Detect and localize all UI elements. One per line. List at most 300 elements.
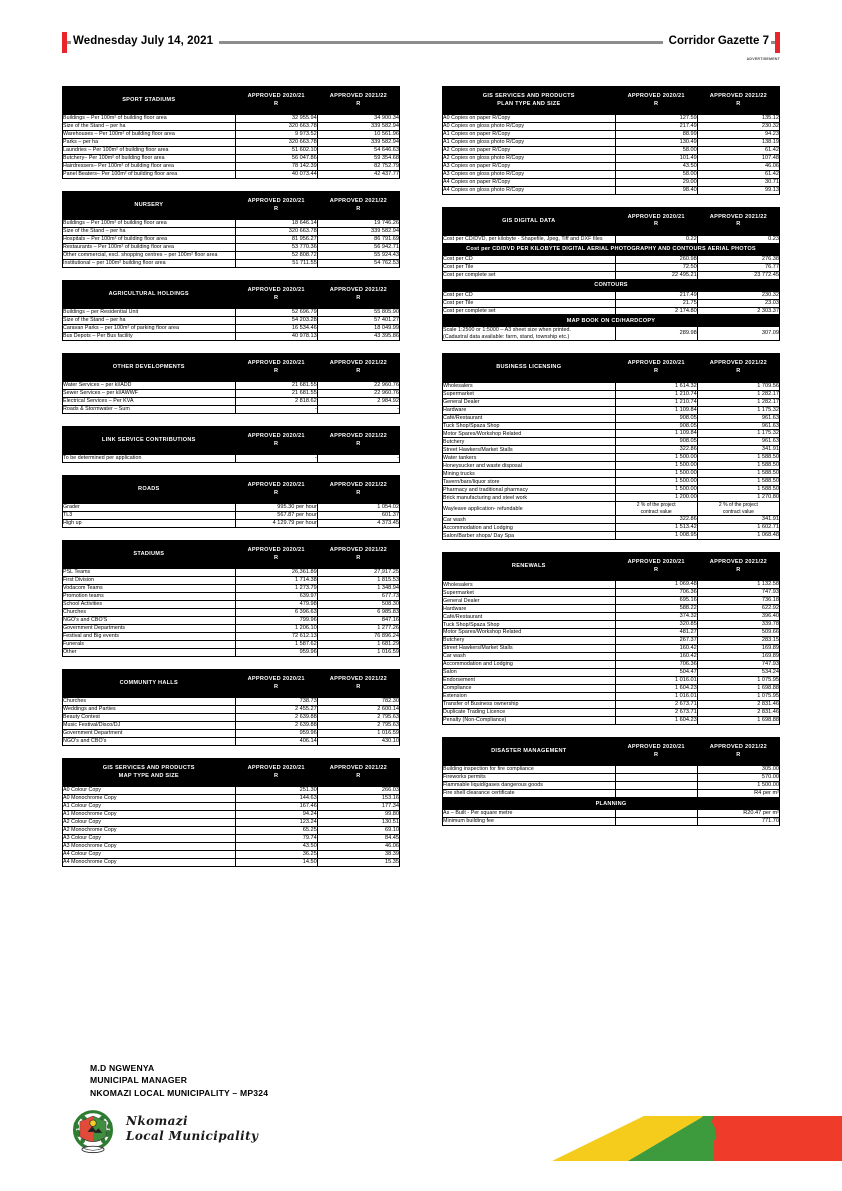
table-row	[63, 520, 400, 528]
row-value-2020-21: 127.59	[615, 115, 697, 123]
table-header-row	[443, 354, 780, 382]
row-value-2021-22: 1 588.50	[697, 470, 779, 478]
row-value-2020-21: 908.05	[615, 414, 697, 422]
row-item-label: School Activities	[63, 601, 236, 609]
row-value-2020-21: 32 955.94	[235, 115, 317, 123]
table-subheading-row	[443, 244, 780, 256]
col-header-approved-2020	[235, 541, 317, 569]
left-column	[62, 86, 400, 879]
row-item-label: Buildings – Per 100m² of building floor area	[63, 115, 236, 123]
row-value-2021-22: 55 924.43	[317, 252, 399, 260]
table-title: DISASTER MANAGEMENT	[443, 738, 616, 766]
table-header-row	[63, 87, 400, 115]
table-row	[63, 406, 400, 414]
row-value-2020-21: 320 663.78	[235, 228, 317, 236]
table-row	[443, 390, 780, 398]
table-row	[63, 155, 400, 163]
row-value-2020-21: 1 109.84	[615, 406, 697, 414]
row-value-2021-22: 782.30	[317, 698, 399, 706]
table-row	[63, 512, 400, 520]
row-value-2021-22: 46.06	[317, 843, 399, 851]
col-header-approved-2021-line1: APPROVED 2021/22	[329, 547, 387, 554]
table-row	[443, 446, 780, 454]
table-row	[63, 795, 400, 803]
row-value-2020-21: 16 534.46	[235, 325, 317, 333]
row-value-2020-21: 1 500.00	[615, 462, 697, 470]
row-item-label: Buildings – Per 100m² of building floor area	[63, 220, 236, 228]
col-header-approved-2021-currency: R	[356, 489, 361, 496]
table-row	[443, 470, 780, 478]
row-item-label: A4 Copies on paper R/Copy	[443, 178, 616, 186]
municipality-logo-line1: Nkomazi	[126, 1114, 188, 1128]
row-value-line2: contract value	[640, 508, 672, 515]
row-item-label: A2 Colour Copy	[63, 819, 236, 827]
row-value-2021-22: 30.71	[697, 178, 779, 186]
table-title-line1: GIS SERVICES AND PRODUCTS	[482, 93, 575, 99]
table-row	[63, 325, 400, 333]
table-row	[443, 398, 780, 406]
row-value-2021-22: 341.91	[697, 516, 779, 524]
row-value-2021-22: 677.73	[317, 593, 399, 601]
row-value-2020-21: 58.00	[615, 170, 697, 178]
row-value-2020-21: 88.99	[615, 131, 697, 139]
row-value-2021-22: 1 709.56	[697, 382, 779, 390]
fee-table-stadiums	[62, 540, 400, 657]
table-row	[443, 236, 780, 244]
table-row	[63, 398, 400, 406]
row-value-2021-22: 307.09	[697, 327, 779, 341]
row-value-2021-22: 61.42	[697, 147, 779, 155]
table-row	[63, 827, 400, 835]
table-row	[63, 382, 400, 390]
row-value-2020-21	[615, 774, 697, 782]
col-header-approved-2021	[697, 553, 779, 581]
fee-table-gis-services-and-products	[442, 86, 780, 195]
table-title: ROADS	[63, 476, 236, 504]
row-value-2020-21: 1 604.23	[615, 717, 697, 725]
row-value-2020-21: 130.49	[615, 139, 697, 147]
col-header-approved-2021-line1: APPROVED 2021/22	[329, 482, 387, 489]
col-header-approved-2020	[235, 191, 317, 219]
table-header-row	[443, 207, 780, 235]
table-row	[63, 244, 400, 252]
table-row	[443, 629, 780, 637]
corner-art-red	[711, 1116, 842, 1161]
row-value-2021-22: 57 401.27	[317, 317, 399, 325]
row-value-2020-21: 1 500.00	[615, 486, 697, 494]
row-value-2021-22: 34 900.34	[317, 115, 399, 123]
row-item-label: Mining trucks	[443, 470, 616, 478]
table-row	[443, 701, 780, 709]
row-value-2020-21: 1 200.00	[615, 494, 697, 502]
table-row	[63, 811, 400, 819]
col-header-approved-2021	[317, 427, 399, 455]
table-row	[63, 593, 400, 601]
table-row	[63, 641, 400, 649]
col-header-approved-2020	[235, 476, 317, 504]
row-value-2021-22: 534.24	[697, 669, 779, 677]
table-header-row	[63, 427, 400, 455]
row-value-2020-21: 21 681.55	[235, 390, 317, 398]
row-value-2020-21: 1 714.38	[235, 577, 317, 585]
table-row	[63, 147, 400, 155]
row-item-label: A1 Colour Copy	[63, 803, 236, 811]
row-value-2021-22: 1 075.95	[697, 677, 779, 685]
col-header-approved-2020-line1: APPROVED 2020/21	[247, 676, 305, 683]
row-item-label: Caravan Parks – per 100m² of parking floor area	[63, 325, 236, 333]
table-row	[443, 486, 780, 494]
row-item-label: Cost per complete set	[443, 271, 616, 279]
row-value-2021-22: 961.63	[697, 422, 779, 430]
table-row	[63, 139, 400, 147]
row-value-2020-21: 43.50	[615, 163, 697, 171]
row-value-2020-21: 959.96	[235, 730, 317, 738]
col-header-approved-2021	[317, 541, 399, 569]
row-value-2021-22: 22 960.76	[317, 382, 399, 390]
col-header-approved-2021	[317, 280, 399, 308]
col-header-approved-2020-currency: R	[654, 751, 659, 758]
row-value-2020-21: 481.27	[615, 629, 697, 637]
col-header-approved-2020-currency: R	[654, 566, 659, 573]
header-publication-title: Corridor Gazette 7	[663, 30, 771, 52]
col-header-approved-2021-currency: R	[356, 367, 361, 374]
col-header-approved-2021	[317, 759, 399, 787]
row-value-2020-21: 799.96	[235, 617, 317, 625]
row-value-line2: contract value	[722, 508, 754, 515]
row-value-2021-22: 10 561.96	[317, 131, 399, 139]
row-item-label: Car wash	[443, 653, 616, 661]
row-value-2021-22: 59 354.68	[317, 155, 399, 163]
row-value-line1: 2 % of the project	[718, 502, 758, 509]
table-row	[443, 430, 780, 438]
row-value-2020-21: 567.87 per hour	[235, 512, 317, 520]
table-row	[443, 454, 780, 462]
row-value-2021-22: 2 984.92	[317, 398, 399, 406]
table-row	[443, 291, 780, 299]
col-header-approved-2020	[235, 87, 317, 115]
table-row	[443, 669, 780, 677]
table-row	[443, 155, 780, 163]
table-row	[63, 115, 400, 123]
row-value-2020-21: 1 273.79	[235, 585, 317, 593]
row-value-2020-21: 78 142.39	[235, 163, 317, 171]
col-header-approved-2020-line1: APPROVED 2020/21	[247, 93, 305, 99]
row-value-2021-22: 1 282.17	[697, 390, 779, 398]
table-row	[443, 589, 780, 597]
row-value-2021-22: 86 791.69	[317, 236, 399, 244]
row-value-2021-22: 99.13	[697, 186, 779, 194]
row-value-2021-22: 570.00	[697, 774, 779, 782]
row-value-2020-21: 320 663.78	[235, 123, 317, 131]
page-header	[62, 30, 780, 54]
col-header-approved-2020-currency: R	[654, 221, 659, 228]
table-row	[63, 585, 400, 593]
table-row	[443, 414, 780, 422]
row-item-label: Size of the Stand – per ha	[63, 228, 236, 236]
row-item-label: Vodacom Teams	[63, 585, 236, 593]
row-value-2020-21: 2 673.71	[615, 709, 697, 717]
table-title: OTHER DEVELOPMENTS	[63, 354, 236, 382]
row-item-label: A1 Copies on gloss photo R/Copy	[443, 139, 616, 147]
col-header-approved-2021-currency: R	[356, 100, 361, 107]
row-value-2020-21: 18 646.14	[235, 220, 317, 228]
row-value-2021-22: 341.91	[697, 446, 779, 454]
table-row	[63, 390, 400, 398]
table-row	[443, 478, 780, 486]
row-value-2021-22: 1 815.53	[317, 577, 399, 585]
row-item-label: A3 Colour Copy	[63, 835, 236, 843]
row-value-2020-21: 1 587.62	[235, 641, 317, 649]
table-row	[63, 738, 400, 746]
col-header-approved-2021	[317, 670, 399, 698]
table-row	[443, 653, 780, 661]
col-header-approved-2020-currency: R	[274, 367, 279, 374]
col-header-approved-2021-line1: APPROVED 2021/22	[709, 213, 767, 220]
col-header-approved-2020	[235, 280, 317, 308]
row-value-2021-22: 2 831.46	[697, 709, 779, 717]
row-value-2021-22: 54 762.53	[317, 259, 399, 267]
row-item-label: Café/Restaurant	[443, 414, 616, 422]
row-value-2021-22: 76.77	[697, 263, 779, 271]
row-item-label: Grader	[63, 504, 236, 512]
col-header-approved-2020-line1: APPROVED 2020/21	[627, 213, 685, 220]
row-value-2020-21: 588.22	[615, 605, 697, 613]
row-value-2021-22: 4 373.45	[317, 520, 399, 528]
row-value-2020-21: 908.05	[615, 422, 697, 430]
col-header-approved-2021-currency: R	[356, 554, 361, 561]
table-row	[63, 455, 400, 463]
row-item-label: A0 Copies on paper R/Copy	[443, 115, 616, 123]
row-item-label: A0 Colour Copy	[63, 787, 236, 795]
table-row	[443, 685, 780, 693]
row-item-label: Other commercial, excl. shopping centres – per 100m² floor area	[63, 252, 236, 260]
row-value-2021-22: 69.10	[317, 827, 399, 835]
row-value-2020-21: 9 973.52	[235, 131, 317, 139]
table-row	[443, 123, 780, 131]
table-row	[63, 706, 400, 714]
row-value-2020-21	[615, 766, 697, 774]
row-item-label: A2 Monochrome Copy	[63, 827, 236, 835]
row-item-label: Institutional – per 100m² building floor area	[63, 259, 236, 267]
table-row	[443, 621, 780, 629]
table-row	[63, 730, 400, 738]
row-value-2021-22	[697, 502, 779, 516]
row-value-2020-21: 2 673.71	[615, 701, 697, 709]
row-value-2021-22: 430.10	[317, 738, 399, 746]
row-value-2021-22: 2 303.37	[697, 307, 779, 315]
row-value-2020-21: 22 495.21	[615, 271, 697, 279]
row-value-2021-22: 169.89	[697, 645, 779, 653]
table-row	[443, 170, 780, 178]
row-item-label: Restaurants – Per 100m² of building floor area	[63, 244, 236, 252]
row-item-label: Tuck Shop/Spaza Shop	[443, 422, 616, 430]
row-value-2021-22: 38.39	[317, 851, 399, 859]
row-value-2021-22: 1 588.50	[697, 454, 779, 462]
col-header-approved-2020-currency: R	[274, 100, 279, 107]
table-subheading: PLANNING	[443, 798, 780, 810]
row-value-2021-22: 1 132.58	[697, 581, 779, 589]
table-row	[63, 259, 400, 267]
row-item-label: Compliance	[443, 685, 616, 693]
row-value-2021-22: 508.30	[317, 601, 399, 609]
col-header-approved-2021	[317, 191, 399, 219]
row-item-label: Promotion teams	[63, 593, 236, 601]
row-value-2020-21: 21.75	[615, 299, 697, 307]
row-item-label: Motor Spares/Workshop Related	[443, 430, 616, 438]
row-item-label: General Dealer	[443, 597, 616, 605]
municipality-logo-line2: Local Municipality	[126, 1129, 259, 1143]
row-value-2020-21	[615, 502, 697, 516]
col-header-approved-2020-currency: R	[274, 772, 279, 779]
table-row	[63, 601, 400, 609]
row-item-label: A3 Monochrome Copy	[63, 843, 236, 851]
table-row	[443, 766, 780, 774]
col-header-approved-2020-line1: APPROVED 2020/21	[627, 744, 685, 751]
row-value-2021-22: 396.40	[697, 613, 779, 621]
row-value-2020-21: 1 210.74	[615, 398, 697, 406]
table-header-row	[443, 738, 780, 766]
row-value-2020-21: 29.00	[615, 178, 697, 186]
row-value-2020-21: 79.74	[235, 835, 317, 843]
row-value-2021-22: 339 582.94	[317, 139, 399, 147]
table-row	[443, 774, 780, 782]
row-item-label: Extension	[443, 693, 616, 701]
table-header-row	[63, 541, 400, 569]
row-value-2020-21: 320 663.78	[235, 139, 317, 147]
fee-table-gis-services-and-products-map-type-and-size	[62, 758, 400, 867]
row-item-label: To be determined per application	[63, 455, 236, 463]
row-item-label: Wayleave application- refundable	[443, 502, 616, 516]
row-value-2020-21: 1 206.10	[235, 625, 317, 633]
table-title: SPORT STADIUMS	[63, 87, 236, 115]
row-value-2020-21: 58.00	[615, 147, 697, 155]
col-header-approved-2020-line1: APPROVED 2020/21	[247, 547, 305, 554]
row-value-2020-21: 54 203.28	[235, 317, 317, 325]
row-value-2021-22: 82 752.79	[317, 163, 399, 171]
row-item-label: A2 Copies on gloss photo R/Copy	[443, 155, 616, 163]
row-item-label: NGO's and CBO's	[63, 738, 236, 746]
col-header-approved-2021-currency: R	[356, 683, 361, 690]
table-title-line2: PLAN TYPE AND SIZE	[497, 100, 561, 107]
row-value-2020-21: 995.30 per hour	[235, 504, 317, 512]
table-title: GIS DIGITAL DATA	[443, 207, 616, 235]
table-row	[443, 462, 780, 470]
table-title: NURSERY	[63, 191, 236, 219]
row-value-2021-22: 135.12	[697, 115, 779, 123]
col-header-approved-2020-currency: R	[274, 294, 279, 301]
row-value-2021-22: 339 582.94	[317, 123, 399, 131]
row-value-2020-21: 504.47	[615, 669, 697, 677]
table-row	[63, 236, 400, 244]
row-value-2020-21: 738.73	[235, 698, 317, 706]
row-value-2020-21: 1 016.01	[615, 677, 697, 685]
row-item-label: Endorsement	[443, 677, 616, 685]
row-value-2020-21: 908.05	[615, 438, 697, 446]
col-header-approved-2021-currency: R	[736, 368, 741, 375]
row-item-label: A3 Copies on gloss photo R/Copy	[443, 170, 616, 178]
row-item-label: High up	[63, 520, 236, 528]
col-header-approved-2021-line1: APPROVED 2021/22	[329, 765, 387, 772]
row-value-2021-22: 736.18	[697, 597, 779, 605]
row-value-2020-21	[615, 782, 697, 790]
row-value-2021-22: 1 588.50	[697, 478, 779, 486]
table-row	[443, 186, 780, 194]
row-value-2020-21: 2 455.27	[235, 706, 317, 714]
row-item-label	[443, 327, 616, 341]
table-row	[443, 693, 780, 701]
row-item-label: A2 Copies on paper R/Copy	[443, 147, 616, 155]
row-value-2020-21: 123.24	[235, 819, 317, 827]
row-item-label: Hairdressers– Per 100m² of building floor area	[63, 163, 236, 171]
row-item-label-line2: (Cadastral data available: farm, stand, township etc.)	[443, 333, 570, 340]
table-title: COMMUNITY HALLS	[63, 670, 236, 698]
table-header-row	[63, 354, 400, 382]
row-value-2020-21: 160.42	[615, 645, 697, 653]
row-item-label: Salon/Barber shops/ Day Spa	[443, 532, 616, 540]
col-header-approved-2021-line1: APPROVED 2021/22	[709, 559, 767, 566]
header-cap-left	[62, 32, 67, 53]
table-row	[63, 803, 400, 811]
fee-table-roads	[62, 475, 400, 528]
row-value-2021-22: 1 348.94	[317, 585, 399, 593]
row-value-2020-21: 1 604.23	[615, 685, 697, 693]
row-value-2021-22: 847.16	[317, 617, 399, 625]
col-header-approved-2020	[235, 427, 317, 455]
row-value-2020-21	[615, 809, 697, 817]
table-subheading: CONTOURS	[443, 279, 780, 291]
table-row	[63, 170, 400, 178]
table-row	[63, 698, 400, 706]
fee-table-disaster-management	[442, 737, 780, 826]
row-value-2020-21: -	[235, 406, 317, 414]
row-item-label: Butchery– Per 100m² of building floor area	[63, 155, 236, 163]
table-row	[63, 714, 400, 722]
col-header-approved-2020	[235, 759, 317, 787]
header-micro-note: ADVERTISEMENT	[746, 57, 780, 61]
table-row	[443, 709, 780, 717]
table-row	[443, 677, 780, 685]
fee-table-other-developments	[62, 353, 400, 414]
col-header-approved-2020-line1: APPROVED 2020/21	[247, 482, 305, 489]
table-row	[63, 569, 400, 577]
row-value-2021-22: 1 588.50	[697, 486, 779, 494]
row-item-label: Butchery	[443, 438, 616, 446]
col-header-approved-2021-line1: APPROVED 2021/22	[329, 197, 387, 204]
row-value-2021-22: 23.03	[697, 299, 779, 307]
row-item-label: Roads & Stormwater – Sum	[63, 406, 236, 414]
row-item-label: Supermarket	[443, 390, 616, 398]
row-value-2021-22: 23 772.45	[697, 271, 779, 279]
row-item-label: Warehouses – Per 100m² of building floor area	[63, 131, 236, 139]
row-value-2020-21: 53 770.36	[235, 244, 317, 252]
row-item-label: Wholesalers	[443, 581, 616, 589]
row-value-2020-21: 51 711.55	[235, 259, 317, 267]
col-header-approved-2021	[697, 738, 779, 766]
corner-decoration-shape	[532, 1116, 842, 1161]
table-row	[63, 309, 400, 317]
table-row	[443, 263, 780, 271]
table-row	[443, 581, 780, 589]
row-value-2020-21: 1 008.95	[615, 532, 697, 540]
row-value-2020-21: 1 069.48	[615, 581, 697, 589]
row-value-2021-22: 601.37	[317, 512, 399, 520]
table-row	[63, 504, 400, 512]
row-value-2021-22: 961.63	[697, 414, 779, 422]
row-item-label: Tavern/bars/liquor store	[443, 478, 616, 486]
table-row	[63, 252, 400, 260]
row-value-2020-21: 51 602.10	[235, 147, 317, 155]
row-item-label: Hospitals – Per 100m² of building floor area	[63, 236, 236, 244]
